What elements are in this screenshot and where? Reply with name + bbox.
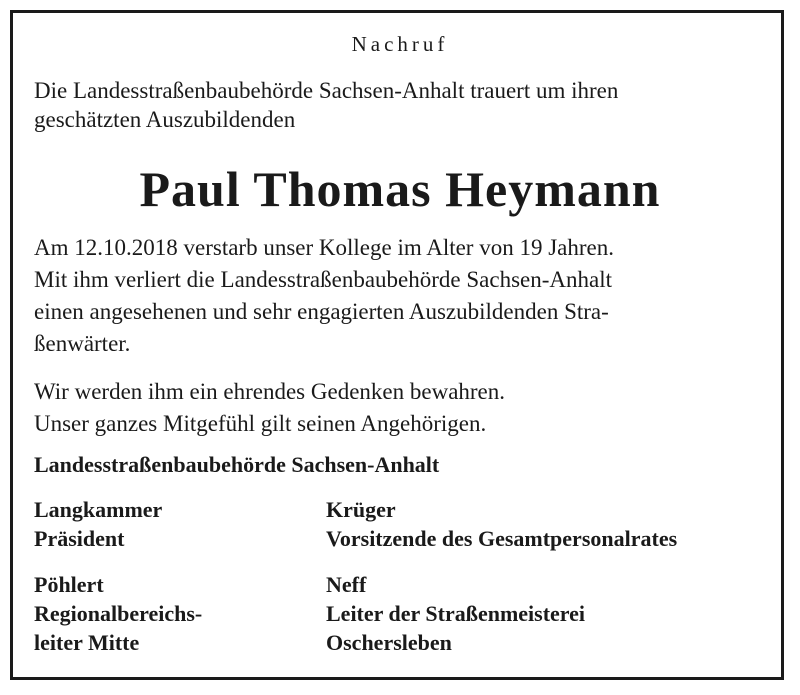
signatory-name: Langkammer: [34, 497, 163, 522]
organization-name: Landesstraßenbaubehörde Sachsen-Anhalt: [34, 452, 440, 477]
intro-line: geschätzten Auszubildenden: [34, 107, 296, 132]
obituary-heading: Nachruf: [351, 32, 449, 56]
signatory-name: Pöhlert: [34, 572, 104, 597]
signatory-block: [326, 570, 585, 657]
body-line: Am 12.10.2018 verstarb unser Kollege im Alter von 19 Jahren.: [34, 235, 614, 260]
signatory-title: Leiter der Straßenmeisterei: [326, 601, 586, 626]
signatory-block: [326, 495, 677, 553]
deceased-name: Paul Thomas Heymann: [139, 161, 661, 217]
signatory-name: Neff: [326, 572, 367, 597]
body-line: einen angesehenen und sehr engagierten Auszubildenden Stra-: [34, 299, 609, 324]
signatory-title: leiter Mitte: [34, 630, 140, 655]
body-line: ßenwärter.: [34, 331, 131, 356]
body-text: [34, 232, 769, 360]
signatory-title: Regionalbereichs-: [34, 601, 203, 626]
signatory-block: [34, 495, 162, 553]
signatory-title: Vorsitzende des Gesamtpersonalrates: [326, 526, 678, 551]
closing-line: Unser ganzes Mitgefühl gilt seinen Angehörigen.: [34, 411, 487, 436]
signatory-title: Oschersleben: [326, 630, 452, 655]
signatory-block: [34, 570, 202, 657]
body-line: Mit ihm verliert die Landesstraßenbaubehörde Sachsen-Anhalt: [34, 267, 613, 292]
intro-line: Die Landesstraßenbaubehörde Sachsen-Anhalt trauert um ihren: [34, 78, 619, 103]
closing-line: Wir werden ihm ein ehrendes Gedenken bewahren.: [34, 379, 506, 404]
signatory-name: Krüger: [326, 497, 396, 522]
closing-text: [34, 376, 769, 440]
signatory-title: Präsident: [34, 526, 125, 551]
intro-text: [34, 76, 754, 134]
